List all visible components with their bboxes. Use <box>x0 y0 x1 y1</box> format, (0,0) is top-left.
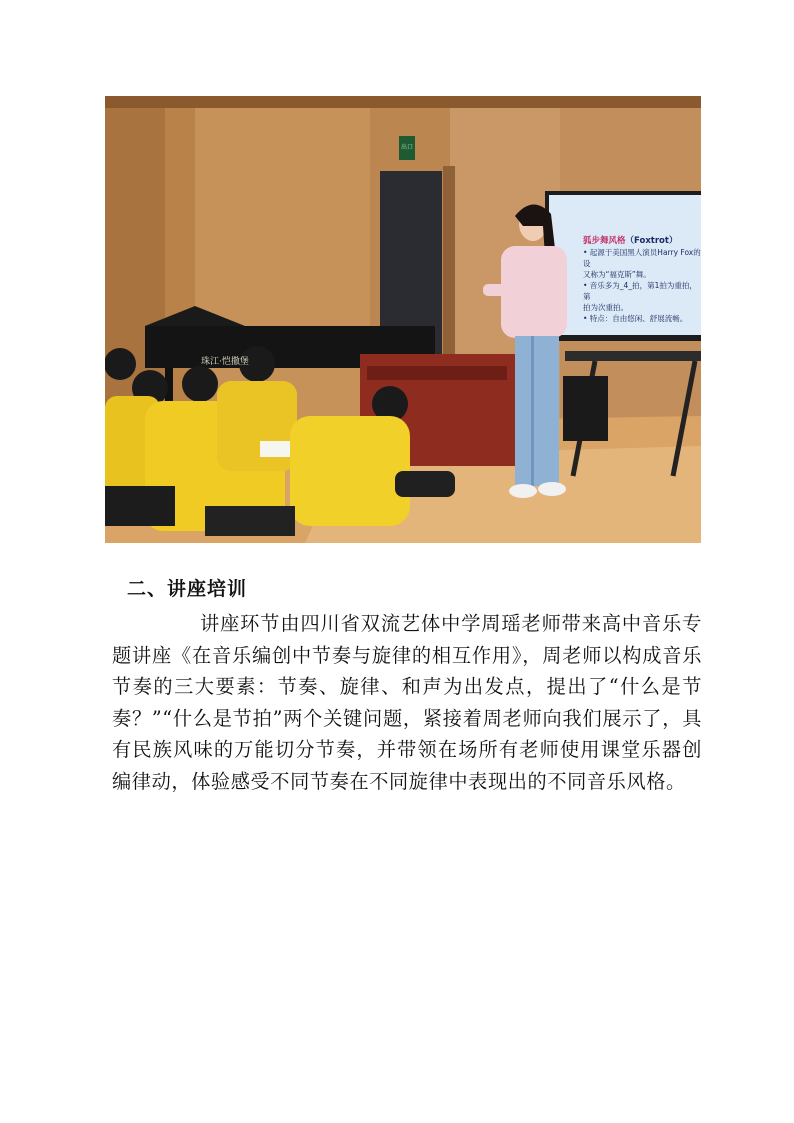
section-title: 二、讲座培训 <box>127 578 248 600</box>
screen-heading-en: （Foxtrot） <box>625 236 678 246</box>
screen-line: • 特点：自由悠闲、舒展流畅。 <box>583 314 688 323</box>
screen-heading: 狐步舞风格 <box>583 236 626 246</box>
lecture-paragraph: 讲座环节由四川省双流艺体中学周瑶老师带来高中音乐专题讲座《在音乐编创中节奏与旋律的相互作用》，周老师以构成音乐节奏的三大要素：节奏、旋律、和声为出发点，提出了“什么是节奏？”“什么是节拍”两个关键问题，紧接着周老师向我们展示了，具有民族风味的万能切分节奏，并带领在场所有老师使用课堂乐器创编律动，体验感受不同节奏在不同旋律中表现出的不同音乐风格。 <box>112 612 702 793</box>
exit-sign-label: 出口 <box>400 144 413 151</box>
screen-line: 拍为次重拍。 <box>583 303 628 312</box>
screen-line: 又称为“福克斯”舞。 <box>583 270 651 279</box>
screen-line: • 起源于美国黑人演员Harry Fox的设 <box>583 248 701 268</box>
screen-line: • 音乐多为_4_拍，第1拍为重拍，第 <box>583 281 697 301</box>
piano-brand: 珠江·恺撒堡 <box>201 357 249 367</box>
lecture-photo <box>105 96 701 543</box>
